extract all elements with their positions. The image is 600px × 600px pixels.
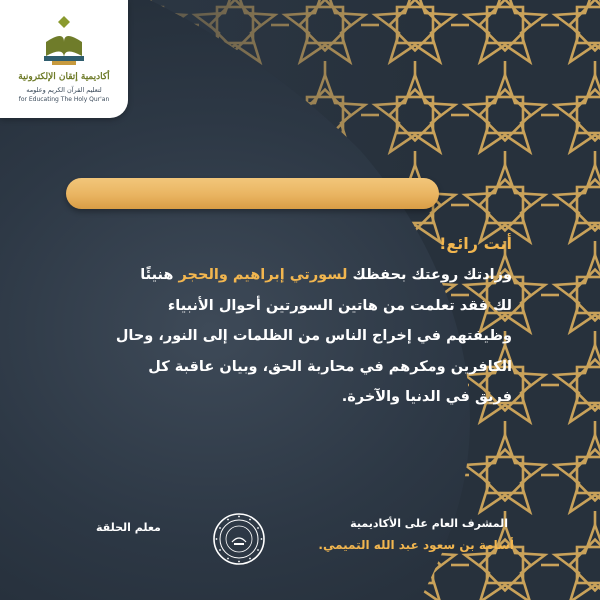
message-surah-highlight: لسورتي إبراهيم والحجر [178,267,348,283]
message-heading: أنت رائع! [439,234,512,253]
message-line-1-end: هنيئًا [140,267,179,283]
academy-logo [0,0,128,118]
logo-arabic-subtitle: لتعليم القرآن الكريم وعلومه [26,86,102,94]
message-line-3: وظيفتهم في إخراج الناس من الظلمات إلى النور، وحال [115,328,512,344]
teacher-label: معلم الحلقة [96,521,161,534]
message-line-1 [40,260,512,291]
congratulation-message [40,234,512,413]
gold-banner [66,178,439,209]
message-line-4: الكافرين ومكرهم في محاربة الحق، وبيان عاقبة كل [148,358,512,375]
message-line-1-start: وزادتك روعتك بحفظك [347,267,512,283]
message-line-2: لك فقد تعلمت من هاتين السورتين أحوال الأنبياء [167,297,512,314]
supervisor-title: المشرف العام على الأكاديمية [350,517,508,530]
message-line-5: فريق في الدنيا والآخرة. [341,389,512,405]
supervisor-name: أسامة بن سعود عبد الله التميمي. [318,538,514,552]
logo-arabic-name: أكاديمية إتقان الإلكترونية [18,72,110,82]
logo-english-subtitle: for Educating The Holy Qur'an [18,96,110,103]
